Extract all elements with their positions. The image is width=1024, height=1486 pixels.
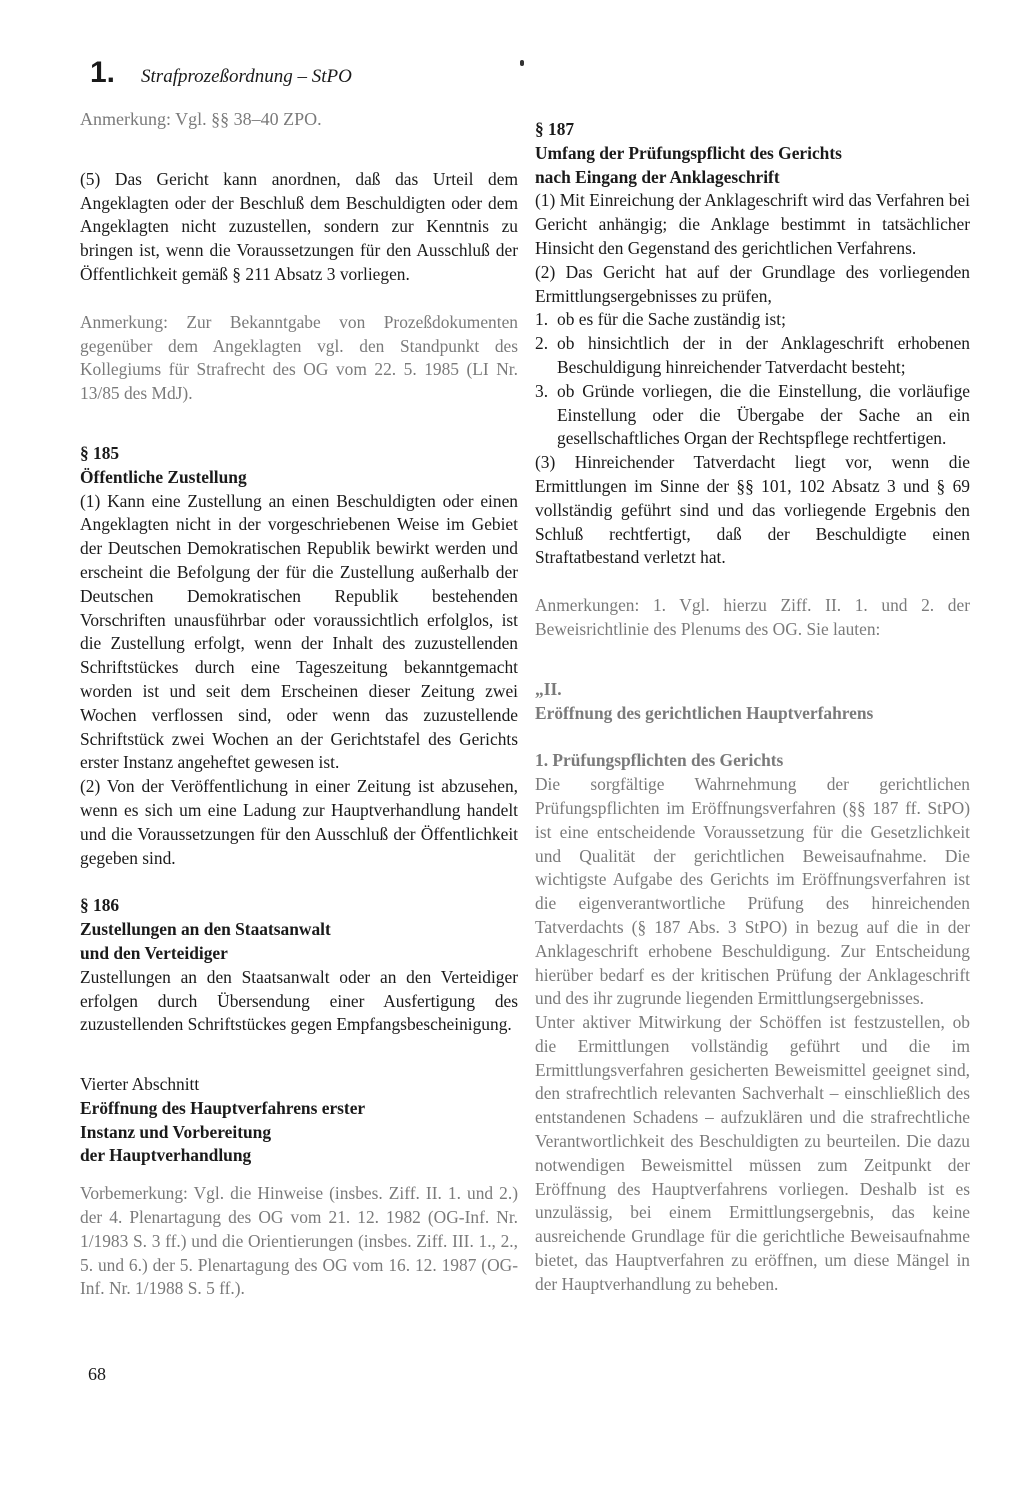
section-187-paragraph-3: (3) Hinreichender Tatverdacht liegt vor, wenn die Ermittlungen im Sinne der §§ 101, 102 Absatz 3 und § 69 vollständig geführt sind und das vorliegende Ergebnis den Schluß rechtfertigt, daß der Beschuldigte einen Straftatbestand verletzt hat. — [535, 452, 970, 568]
chapter-title-line-1: Eröffnung des Hauptverfahrens erster — [80, 1097, 366, 1118]
left-column — [80, 108, 518, 1301]
quote-subheading: 1. Prüfungspflichten des Gerichts — [535, 750, 784, 771]
section-187-list — [535, 308, 970, 451]
chapter-label: Vierter Abschnitt — [80, 1074, 200, 1095]
chapter-title-line-3: der Hauptverhandlung — [80, 1145, 252, 1166]
note-beweisrichtlinie: Anmerkungen: 1. Vgl. hierzu Ziff. II. 1. und 2. der Beweisrichtlinie des Plenums des OG. Sie lauten: — [535, 595, 970, 639]
running-header — [90, 56, 352, 90]
quote-title: Eröffnung des gerichtlichen Hauptverfahrens — [535, 702, 874, 723]
chapter-title: Strafprozeßordnung – StPO — [141, 66, 352, 87]
section-186-title-line-1: Zustellungen an den Staatsanwalt — [80, 919, 331, 940]
scan-speck — [520, 60, 524, 66]
section-187-number: § 187 — [535, 119, 575, 139]
quote-paragraph-1: Die sorgfältige Wahrnehmung der gerichtlichen Prüfungspflichten im Eröffnungsverfahren (§§ 187 ff. StPO) ist eine entscheidende Voraussetzung für die Gesetzlichkeit und Qualität der gerichtlichen Beweisaufnahme. Die wichtigste Aufgabe des Gerichts im Eröffnungsverfahren ist die eigenverantwortliche Prüfung des hinreichenden Tatverdachts (§ 187 Abs. 3 StPO) in bezug auf die in der Anklageschrift erhobene Beschuldigung. Zur Entscheidung hierüber bedarf es der kritischen Prüfung der Anklageschrift und des ihr zugrunde liegenden Ermittlungsergebnisses. — [535, 774, 970, 1009]
section-185-paragraph-1: (1) Kann eine Zustellung an einen Beschuldigten oder einen Angeklagten nicht in der vorgeschriebenen Weise im Gebiet der Deutschen Demokratischen Republik bewirkt werden und erscheint die Befolgung der für die Zustellung außerhalb der Deutschen Demokratischen Republik bestehenden Vorschriften unausführbar oder voraussichtlich erfolglos, ist die Zustellung erfolgt, wenn der Inhalt des zuzustellenden Schriftstückes durch eine Tageszeitung bekanntgemacht worden ist und seit dem Erscheinen dieser Zeitung zwei Wochen verflossen sind, oder wenn das zuzustellende Schriftstück zwei Wochen an der Gerichtstafel des Gerichts erster Instanz angeheftet gewesen ist. — [80, 490, 518, 773]
page-number: 68 — [88, 1364, 106, 1384]
right-column — [535, 118, 970, 1297]
section-187-title-line-2: nach Eingang der Anklageschrift — [535, 166, 780, 187]
chapter-title-line-2: Instanz und Vorbereitung — [80, 1121, 272, 1142]
list-item-number: 1. — [535, 309, 549, 330]
list-item-number: 2. — [535, 333, 549, 354]
list-item — [535, 308, 970, 332]
list-item-text: ob hinsichtlich der in der Anklageschrift erhobenen Beschuldigung hinreichender Tatverdacht besteht; — [557, 333, 970, 377]
list-item — [535, 332, 970, 380]
list-item — [535, 380, 970, 451]
section-187-paragraph-2: (2) Das Gericht hat auf der Grundlage des vorliegenden Ermittlungsergebnisses zu prüfen, — [535, 261, 970, 306]
list-item-number: 3. — [535, 380, 549, 401]
list-item-text: ob Gründe vorliegen, die die Einstellung, die vorläufige Einstellung oder die Übergabe der Sache an ein gesellschaftliches Organ der Rechtspflege rechtfertigen. — [557, 380, 970, 449]
quote-paragraph-2: Unter aktiver Mitwirkung der Schöffen ist festzustellen, ob die Ermittlungen vollständig geführt und die im Ermittlungsverfahren gesicherten Beweismittel geeignet sind, den strafrechtlich relevanten Sachverhalt – einschließlich des entstandenen Schadens – aufzuklären und die strafrechtliche Verantwortlichkeit des Beschuldigten zu beurteilen. Die dazu notwendigen Beweismittel müssen zum Zeitpunkt der Eröffnung des Hauptverfahrens vorliegen. Deshalb ist es unzulässig, bei einem Ermittlungsergebnis, das keine ausreichende Grundlage für die gerichtliche Beweisaufnahme bietet, das Hauptverfahren zu eröffnen, um diese Mängel in der Hauptverhandlung zu beheben. — [535, 1012, 970, 1294]
section-186-number: § 186 — [80, 895, 120, 916]
section-185-paragraph-2: (2) Von der Veröffentlichung in einer Zeitung ist abzusehen, wenn es sich um eine Ladung zur Hauptverhandlung handelt und die Voraussetzungen für den Ausschluß der Öffentlichkeit gegeben sind. — [80, 776, 518, 868]
note-zpo: Anmerkung: Vgl. §§ 38–40 ZPO. — [80, 109, 322, 129]
list-item-text: ob es für die Sache zuständig ist; — [557, 309, 786, 330]
section-186-title-line-2: und den Verteidiger — [80, 942, 228, 963]
section-185-title: Öffentliche Zustellung — [80, 466, 247, 487]
paragraph-5: (5) Das Gericht kann anordnen, daß das Urteil dem Angeklagten oder der Beschluß dem Beschuldigten oder dem Angeklagten nicht zuzustellen, sondern zur Kenntnis zu bringen ist, wenn die Voraussetzungen für den Ausschluß der Öffentlichkeit gemäß § 211 Absatz 3 vorliegen. — [80, 168, 518, 284]
note-bekanntgabe: Anmerkung: Zur Bekanntgabe von Prozeßdokumenten gegenüber dem Angeklagten vgl. den Standpunkt des Kollegiums für Strafrecht des OG vom 22. 5. 1985 (LI Nr. 13/85 des MdJ). — [80, 311, 518, 404]
section-185-number: § 185 — [80, 442, 120, 463]
chapter-number: 1. — [90, 56, 116, 89]
section-187-paragraph-1: (1) Mit Einreichung der Anklageschrift wird das Verfahren bei Gericht anhängig; die Anklage bestimmt in tatsächlicher Hinsicht den Gegenstand des gerichtlichen Verfahrens. — [535, 190, 970, 258]
section-187-title-line-1: Umfang der Prüfungspflicht des Gerichts — [535, 142, 842, 163]
preliminary-note: Vorbemerkung: Vgl. die Hinweise (insbes. Ziff. II. 1. und 2.) der 4. Plenartagung des OG vom 21. 12. 1982 (OG-Inf. Nr. 1/1983 S. 3 ff.) und die Orientierungen (insbes. Ziff. III. 1., 2., 5. und 6.) der 5. Plenartagung des OG vom 16. 12. 1987 (OG-Inf. Nr. 1/1988 S. 5 ff.). — [80, 1183, 518, 1299]
section-186-paragraph: Zustellungen an den Staatsanwalt oder an den Verteidiger erfolgen durch Übersendung einer Ausfertigung des zuzustellenden Schriftstückes gegen Empfangsbescheinigung. — [80, 966, 518, 1035]
quote-heading: „II. — [535, 678, 562, 699]
